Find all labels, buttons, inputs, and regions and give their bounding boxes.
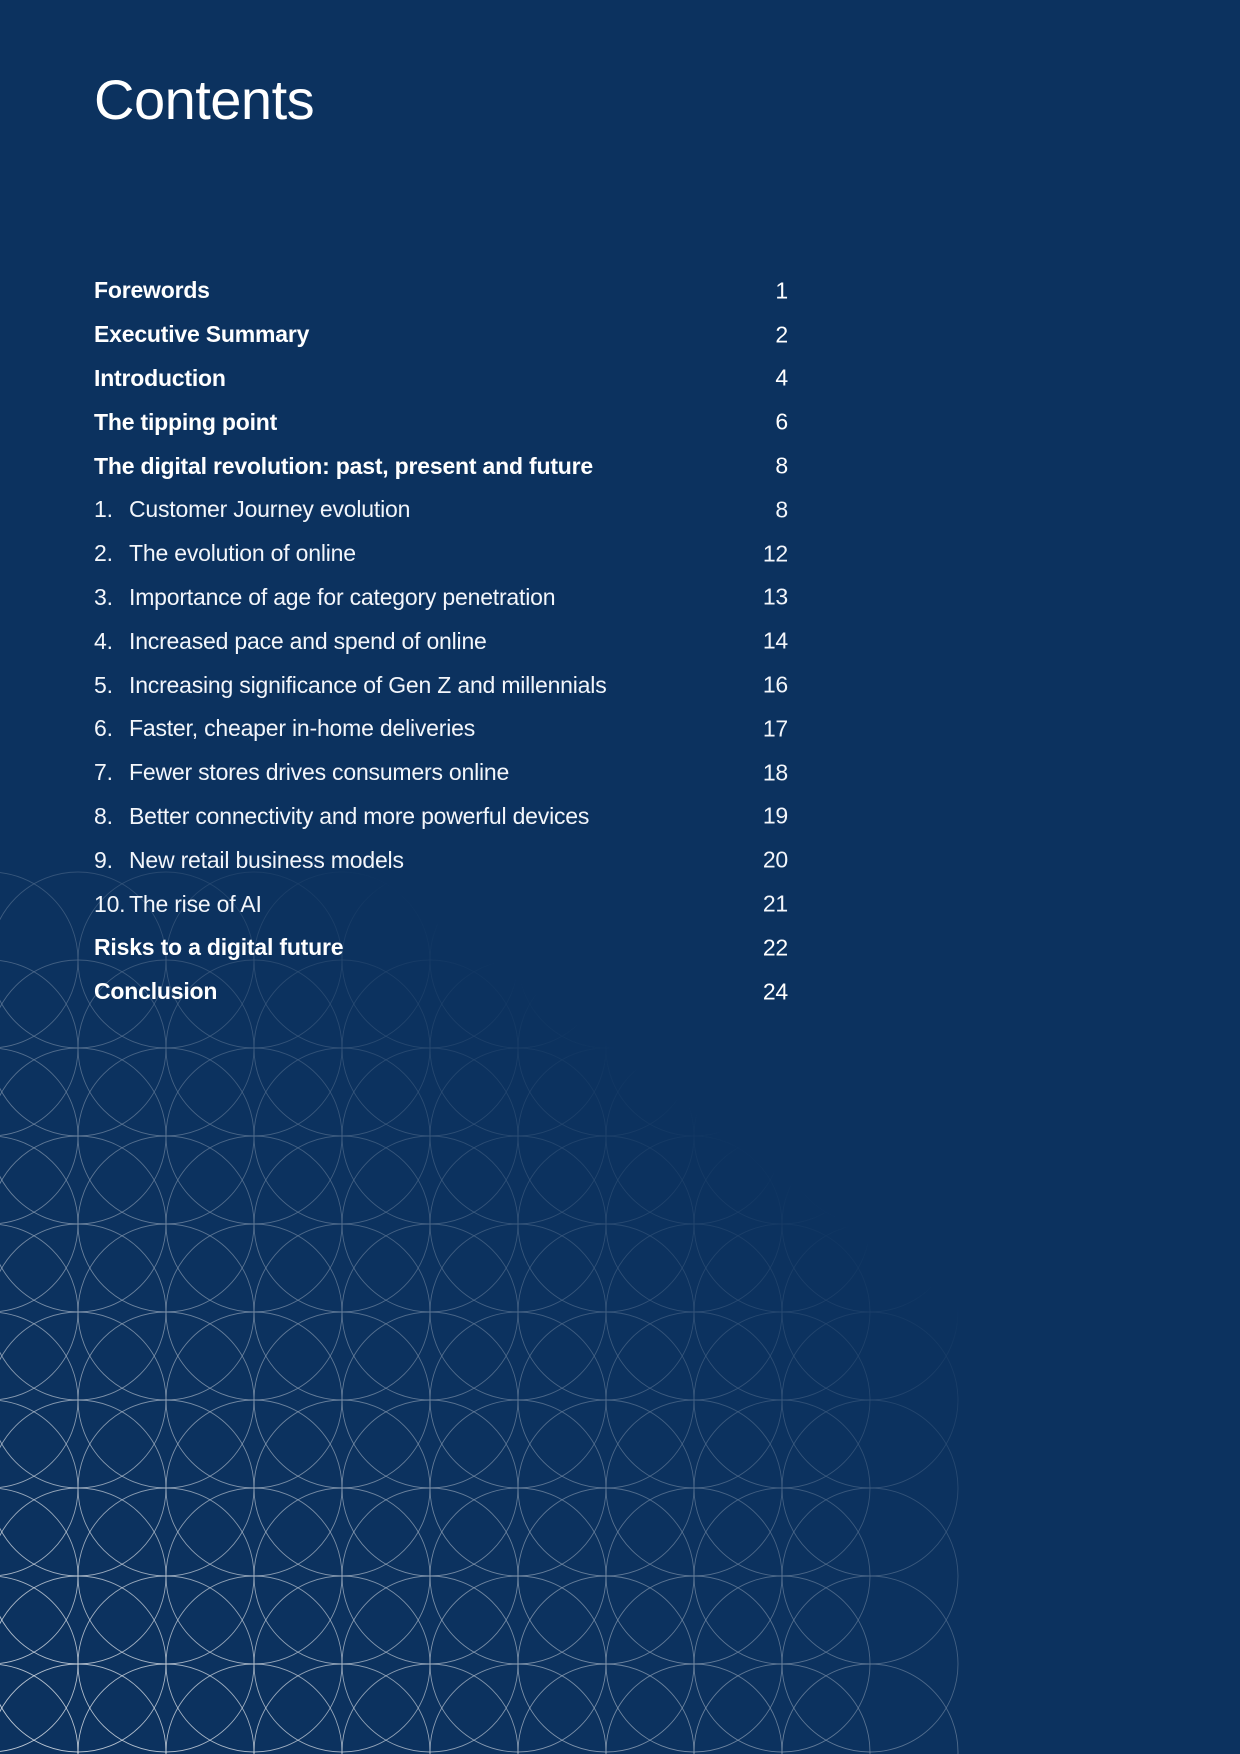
toc-subsection-entry[interactable]: [94, 838, 788, 882]
pattern-circle: [606, 1312, 782, 1488]
pattern-circle: [78, 1664, 254, 1754]
toc-entry-page-number: 16: [762, 671, 788, 698]
toc-entry-label: New retail business models: [129, 846, 404, 873]
pattern-circle: [606, 1136, 782, 1312]
toc-subsection-entry[interactable]: [94, 619, 788, 663]
pattern-circle: [606, 1664, 782, 1754]
toc-entry-page-number: 8: [775, 452, 788, 479]
toc-subsection-entry[interactable]: [94, 795, 788, 839]
pattern-circle: [430, 1488, 606, 1664]
toc-entry-number: 2.: [94, 540, 113, 567]
pattern-circle: [254, 1400, 430, 1576]
toc-entry-page-number: 20: [762, 846, 788, 873]
toc-entry-label: Better connectivity and more powerful devices: [129, 802, 590, 829]
toc-entry-page-number: 24: [762, 978, 788, 1005]
pattern-circle: [694, 1488, 870, 1664]
toc-entry-page-number: 22: [762, 934, 788, 961]
pattern-circle: [0, 1048, 78, 1224]
pattern-circle: [0, 1224, 166, 1400]
toc-entry-number: 1.: [94, 496, 113, 523]
toc-entry-page-number: 8: [775, 496, 788, 523]
pattern-circle: [0, 1312, 166, 1488]
toc-subsection-entry[interactable]: [94, 663, 788, 707]
toc-section-entry[interactable]: [94, 400, 788, 444]
pattern-circle: [166, 1400, 342, 1576]
pattern-circle: [166, 1224, 342, 1400]
toc-entry-label: Executive Summary: [94, 321, 310, 348]
pattern-circle: [518, 1136, 694, 1312]
toc-entry-page-number: 4: [775, 364, 788, 391]
pattern-circle: [694, 1576, 870, 1752]
pattern-circle: [342, 1048, 518, 1224]
pattern-circle: [0, 1400, 166, 1576]
toc-entry-label: Risks to a digital future: [94, 934, 344, 961]
pattern-circle: [430, 1136, 606, 1312]
toc-subsection-entry[interactable]: [94, 532, 788, 576]
pattern-circle: [342, 1488, 518, 1664]
pattern-circle: [78, 1224, 254, 1400]
pattern-circle: [0, 1576, 166, 1752]
toc-entry-label: Faster, cheaper in-home deliveries: [129, 715, 476, 742]
pattern-circle: [78, 1400, 254, 1576]
page-title: Contents: [94, 68, 315, 131]
toc-entry-page-number: 1: [775, 277, 788, 304]
pattern-circle: [0, 1312, 78, 1488]
pattern-circle: [606, 1048, 782, 1224]
pattern-circle: [518, 1488, 694, 1664]
toc-subsection-entry[interactable]: [94, 488, 788, 532]
pattern-circle: [78, 1136, 254, 1312]
pattern-circle: [782, 960, 958, 1136]
pattern-circle: [254, 1576, 430, 1752]
toc-entry-number: 4.: [94, 627, 113, 654]
pattern-circle: [0, 1664, 78, 1754]
toc-entry-page-number: 6: [775, 408, 788, 435]
toc-entry-page-number: 21: [762, 890, 788, 917]
pattern-circle: [430, 1312, 606, 1488]
toc-entry-number: 8.: [94, 802, 113, 829]
toc-subsection-entry[interactable]: [94, 882, 788, 926]
pattern-circle: [606, 1400, 782, 1576]
pattern-circle: [0, 872, 78, 1048]
toc-entry-page-number: 19: [762, 802, 788, 829]
toc-section-entry[interactable]: [94, 926, 788, 970]
pattern-circle: [254, 1312, 430, 1488]
pattern-circle: [430, 1576, 606, 1752]
toc-section-entry[interactable]: [94, 313, 788, 357]
toc-entry-number: 9.: [94, 846, 113, 873]
toc-entry-page-number: 14: [762, 627, 788, 654]
toc-entry-label: Increased pace and spend of online: [129, 627, 487, 654]
pattern-circle: [0, 1400, 78, 1576]
pattern-circle: [342, 1664, 518, 1754]
pattern-circle: [694, 1048, 870, 1224]
toc-entry-label: The tipping point: [94, 408, 278, 435]
pattern-circle: [782, 1400, 958, 1576]
toc-entry-number: 7.: [94, 759, 113, 786]
toc-entry-page-number: 2: [775, 321, 788, 348]
toc-entry-label: The digital revolution: past, present and future: [94, 452, 593, 479]
pattern-circle: [254, 1048, 430, 1224]
toc-entry-label: Importance of age for category penetration: [129, 583, 556, 610]
pattern-circle: [430, 1400, 606, 1576]
pattern-circle: [342, 1400, 518, 1576]
toc-entry-label: Increasing significance of Gen Z and millennials: [129, 671, 607, 698]
pattern-circle: [782, 1664, 958, 1754]
table-of-contents: [94, 269, 788, 1014]
pattern-circle: [166, 1136, 342, 1312]
toc-section-entry[interactable]: [94, 357, 788, 401]
pattern-circle: [782, 1136, 958, 1312]
toc-section-entry[interactable]: [94, 444, 788, 488]
pattern-circle: [0, 1488, 78, 1664]
pattern-circle: [254, 1136, 430, 1312]
pattern-circle: [782, 872, 958, 1048]
pattern-circle: [782, 1488, 958, 1664]
pattern-circle: [254, 1488, 430, 1664]
toc-section-entry[interactable]: [94, 970, 788, 1014]
toc-entry-number: 6.: [94, 715, 113, 742]
pattern-circle: [342, 1312, 518, 1488]
toc-entry-page-number: 18: [762, 759, 788, 786]
pattern-circle: [606, 1224, 782, 1400]
pattern-circle: [78, 1312, 254, 1488]
toc-entry-page-number: 17: [762, 715, 788, 742]
pattern-circle: [518, 1664, 694, 1754]
pattern-circle: [606, 1576, 782, 1752]
pattern-circle: [342, 1224, 518, 1400]
pattern-circle: [694, 1664, 870, 1754]
pattern-circle: [782, 1312, 958, 1488]
toc-entry-number: 3.: [94, 583, 113, 610]
pattern-circle: [782, 1576, 958, 1752]
pattern-circle: [518, 1048, 694, 1224]
pattern-circle: [0, 1576, 78, 1752]
pattern-circle: [78, 1576, 254, 1752]
toc-section-entry[interactable]: [94, 269, 788, 313]
pattern-circle: [518, 1400, 694, 1576]
toc-entry-page-number: 12: [762, 540, 788, 567]
pattern-circle: [430, 1224, 606, 1400]
toc-entry-label: Conclusion: [94, 978, 218, 1005]
pattern-circle: [694, 1136, 870, 1312]
toc-entry-number: 5.: [94, 671, 113, 698]
pattern-circle: [518, 1312, 694, 1488]
toc-entry-label: The rise of AI: [129, 890, 262, 917]
pattern-circle: [694, 1312, 870, 1488]
toc-entry-page-number: 13: [762, 583, 788, 610]
pattern-circle: [166, 1488, 342, 1664]
pattern-circle: [0, 1048, 166, 1224]
pattern-circle: [78, 1048, 254, 1224]
toc-subsection-entry[interactable]: [94, 707, 788, 751]
toc-entry-label: Introduction: [94, 364, 226, 391]
pattern-circle: [254, 1224, 430, 1400]
pattern-circle: [0, 1136, 78, 1312]
pattern-circle: [0, 1136, 166, 1312]
pattern-circle: [78, 1488, 254, 1664]
pattern-circle: [342, 1576, 518, 1752]
pattern-circle: [0, 960, 78, 1136]
pattern-circle: [782, 1048, 958, 1224]
toc-subsection-entry[interactable]: [94, 751, 788, 795]
pattern-circle: [694, 1400, 870, 1576]
pattern-circle: [0, 1488, 166, 1664]
pattern-circle: [166, 1576, 342, 1752]
pattern-circle: [518, 1576, 694, 1752]
pattern-circle: [0, 1664, 166, 1754]
toc-entry-label: Forewords: [94, 277, 210, 304]
pattern-circle: [518, 1224, 694, 1400]
pattern-circle: [694, 1224, 870, 1400]
toc-entry-label: The evolution of online: [129, 540, 356, 567]
toc-entry-label: Customer Journey evolution: [129, 496, 411, 523]
pattern-circle: [782, 1224, 958, 1400]
toc-entry-label: Fewer stores drives consumers online: [129, 759, 510, 786]
pattern-circle: [166, 1664, 342, 1754]
pattern-circle: [166, 1312, 342, 1488]
pattern-circle: [254, 1664, 430, 1754]
pattern-circle: [342, 1136, 518, 1312]
toc-subsection-entry[interactable]: [94, 576, 788, 620]
pattern-circle: [606, 1488, 782, 1664]
pattern-circle: [166, 1048, 342, 1224]
pattern-circle: [430, 1048, 606, 1224]
pattern-circle: [0, 1224, 78, 1400]
toc-entry-number: 10.: [94, 890, 126, 917]
pattern-circle: [430, 1664, 606, 1754]
